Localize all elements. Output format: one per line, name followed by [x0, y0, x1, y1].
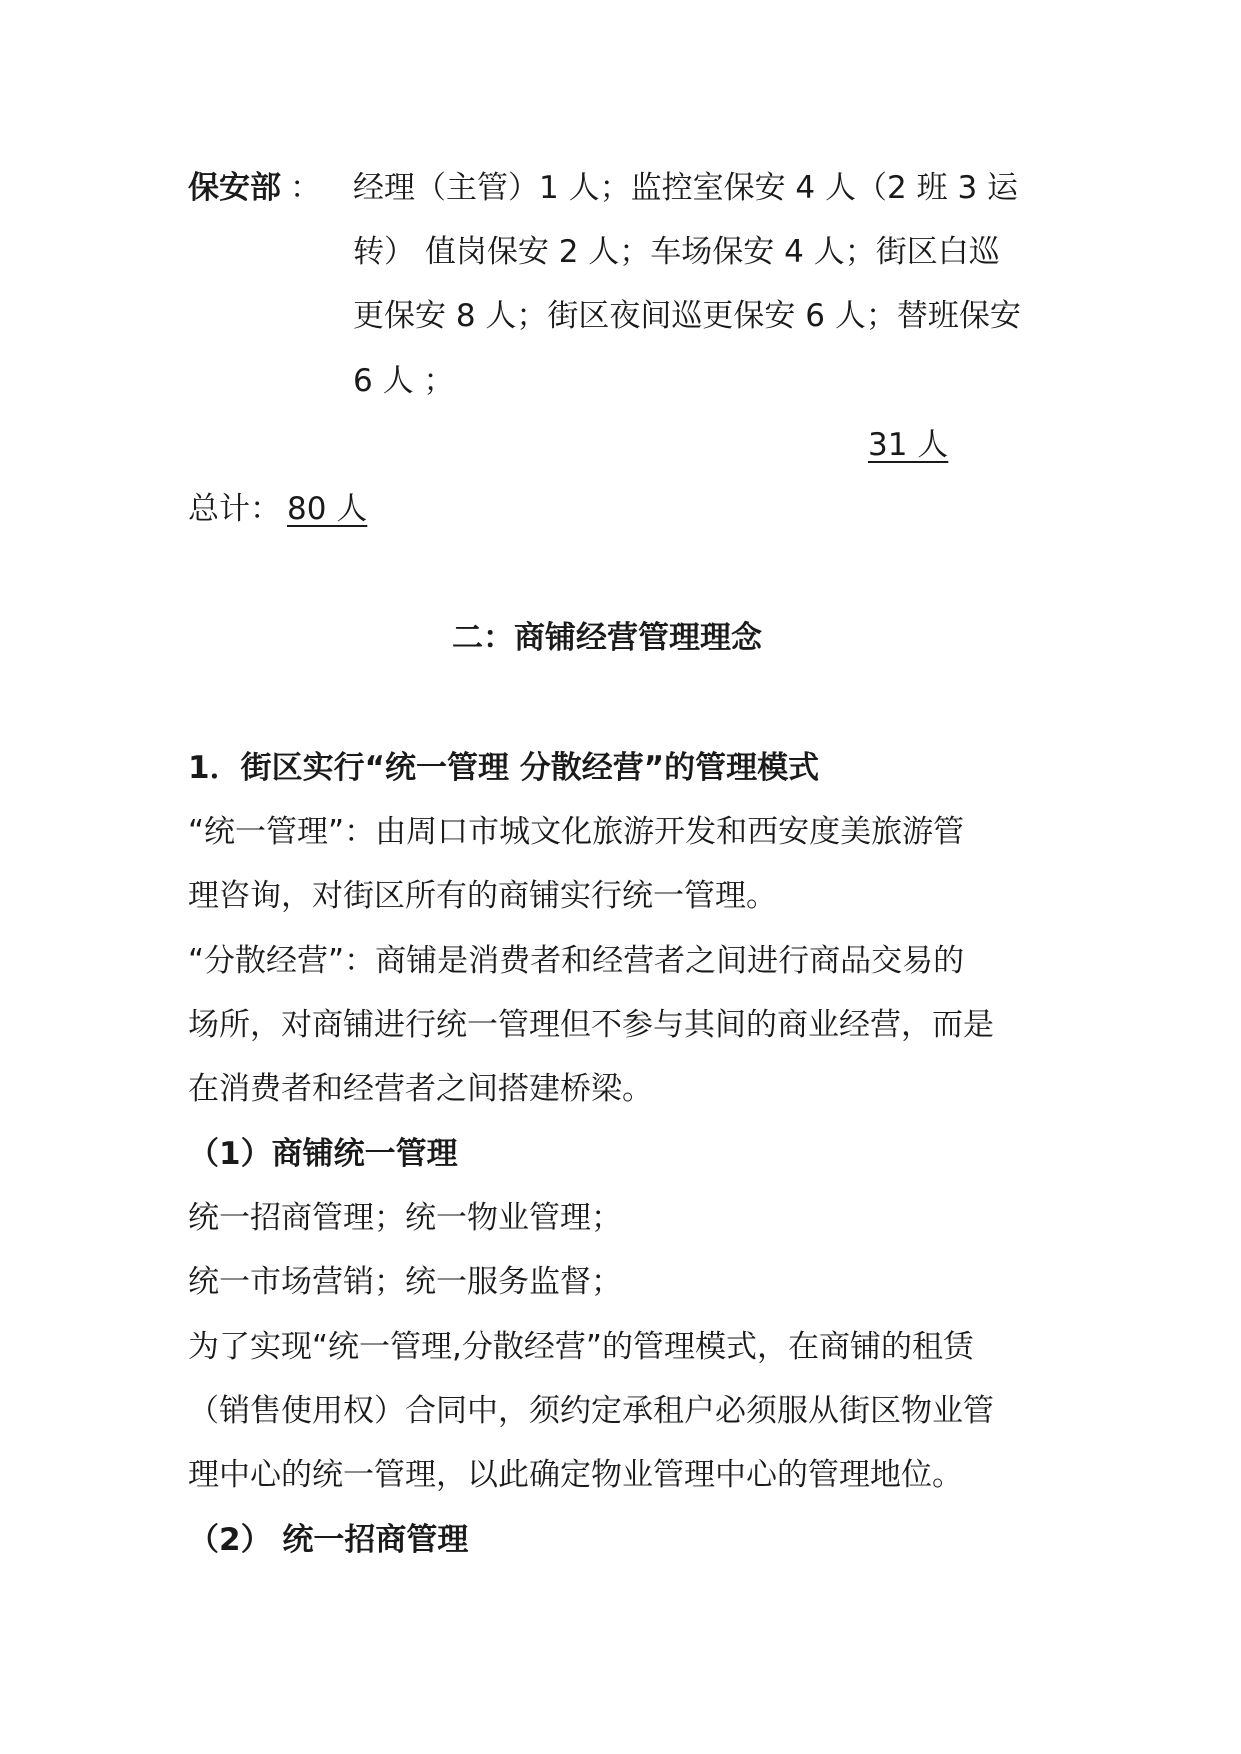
sub1-heading: （1）商铺统一管理	[188, 1136, 458, 1172]
dept-colon: ：	[290, 170, 321, 206]
dept-label: 保安部	[188, 170, 281, 206]
section-title: 二：商铺经营管理理念	[452, 620, 762, 656]
security-line-1: 经理（主管）1 人；监控室保安 4 人（2 班 3 运	[353, 170, 1019, 206]
security-line-3: 更保安 8 人；街区夜间巡更保安 6 人；替班保安	[353, 298, 1021, 334]
sub1-line-5: 理中心的统一管理，以此确定物业管理中心的管理地位。	[188, 1457, 963, 1493]
dispersed-line-1: “分散经营”：商铺是消费者和经营者之间进行商品交易的	[188, 943, 965, 979]
sub1-line-1: 统一招商管理；统一物业管理；	[188, 1200, 622, 1236]
security-subtotal: 31 人	[868, 427, 949, 463]
security-line-4: 6 人 ；	[353, 363, 455, 399]
unified-line-1: “统一管理”：由周口市城文化旅游开发和西安度美旅游管	[188, 814, 965, 850]
item1-heading: 1．街区实行“统一管理 分散经营”的管理模式	[188, 750, 820, 786]
dispersed-line-2: 场所，对商铺进行统一管理但不参与其间的商业经营，而是	[188, 1007, 994, 1043]
sub1-line-3: 为了实现“统一管理,分散经营”的管理模式，在商铺的租赁	[188, 1329, 974, 1365]
unified-line-2: 理咨询，对街区所有的商铺实行统一管理。	[188, 878, 777, 914]
total-label: 总计：	[188, 491, 281, 527]
security-line-2: 转） 值岗保安 2 人；车场保安 4 人；街区白巡	[353, 234, 1000, 270]
sub1-line-2: 统一市场营销；统一服务监督；	[188, 1264, 622, 1300]
sub2-heading: （2） 统一招商管理	[188, 1522, 469, 1558]
sub1-line-4: （销售使用权）合同中，须约定承租户必须服从街区物业管	[188, 1393, 994, 1429]
dispersed-line-3: 在消费者和经营者之间搭建桥梁。	[188, 1071, 653, 1107]
total-value: 80 人	[287, 491, 368, 527]
